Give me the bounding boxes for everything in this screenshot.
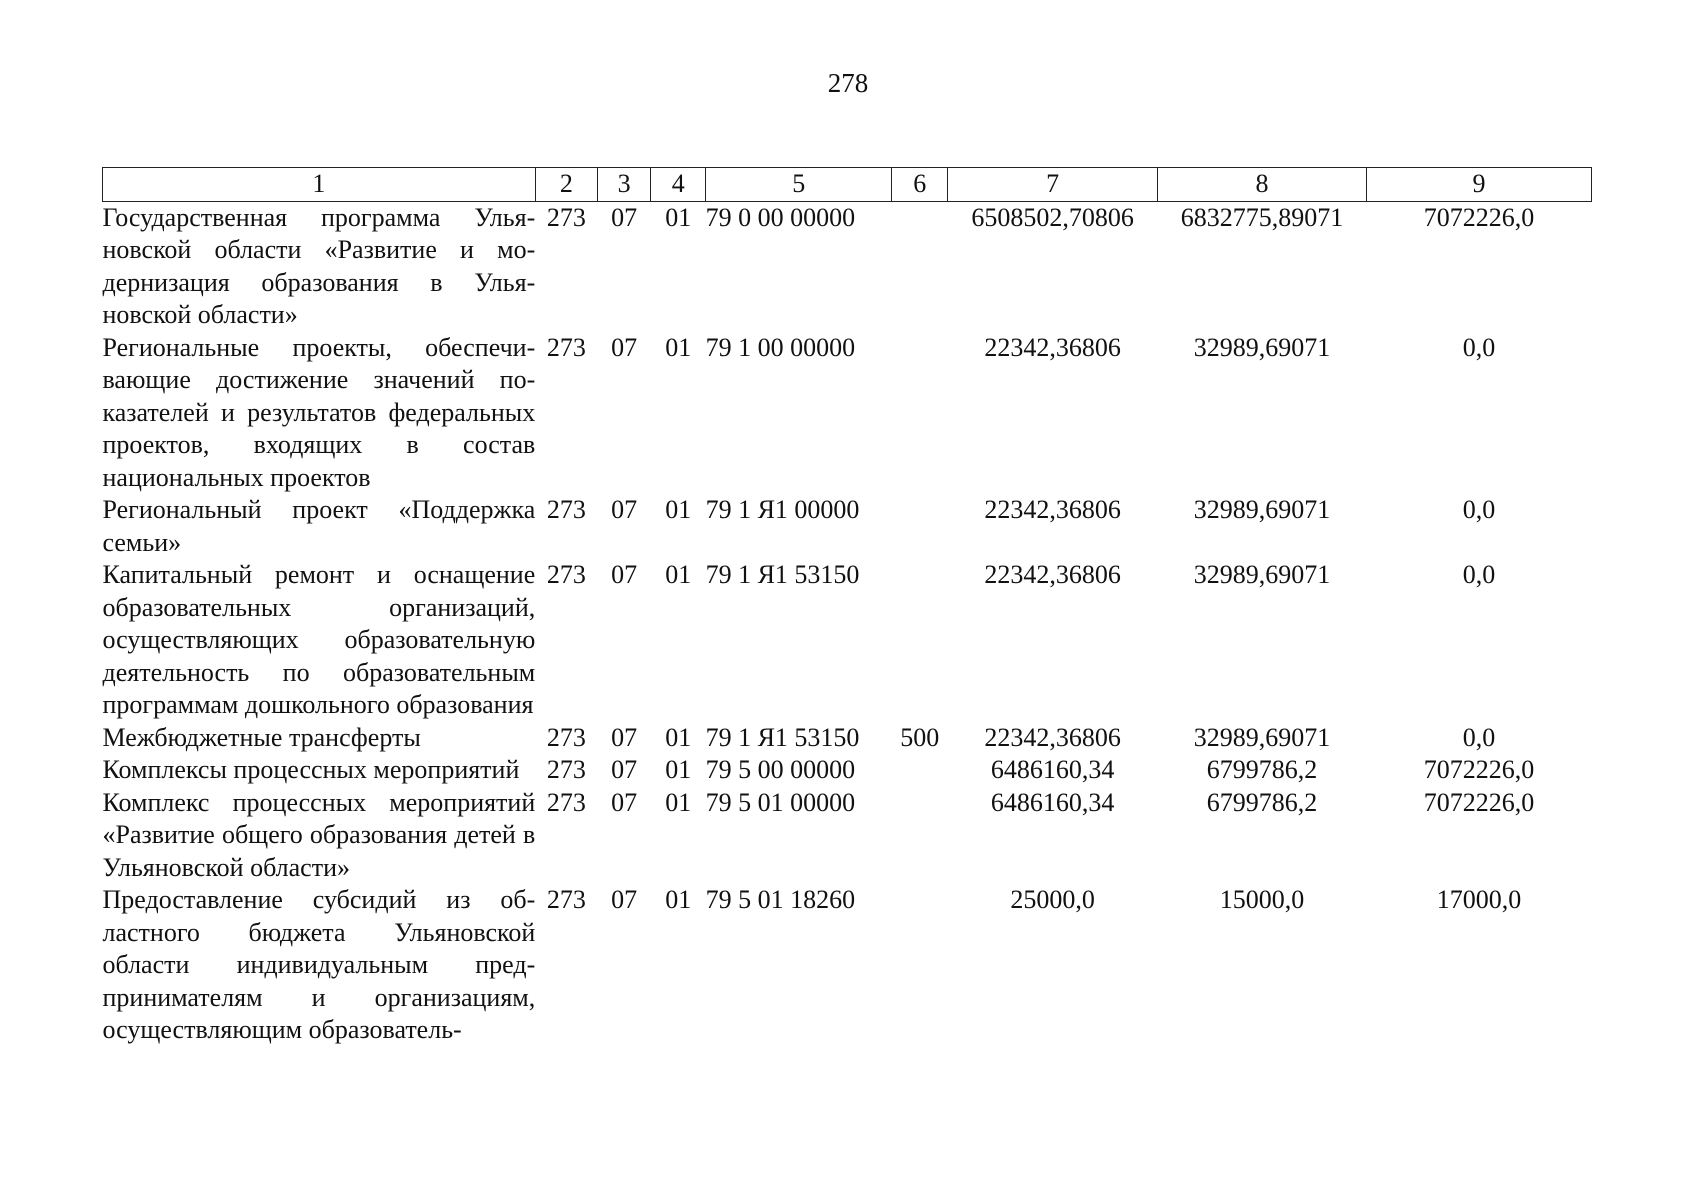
- row-expense-type: [892, 754, 948, 787]
- table-row: [103, 332, 1592, 495]
- column-header: 8: [1158, 168, 1367, 202]
- table-row: [103, 559, 1592, 722]
- budget-table-container: [102, 167, 1592, 1047]
- row-expense-type: [892, 332, 948, 495]
- row-ministry-code: 273: [546, 755, 586, 784]
- row-amount-col8: 6832775,89071: [1180, 202, 1344, 232]
- column-header: 5: [706, 168, 892, 202]
- row-section-code: 07: [611, 560, 638, 589]
- row-ministry-code: 273: [546, 722, 586, 752]
- row-target-article: 79 0 00 00000: [705, 202, 856, 232]
- row-name: Комплексы процессных мероприятий: [102, 755, 520, 784]
- row-target-article: 79 5 01 00000: [705, 787, 856, 817]
- row-amount-col9: 0,0: [1462, 332, 1496, 362]
- row-amount-col8: 32989,69071: [1193, 332, 1331, 362]
- row-amount-col9: 7072226,0: [1423, 755, 1535, 784]
- row-target-article: 79 5 00 00000: [705, 755, 856, 784]
- column-header: 6: [892, 168, 948, 202]
- row-ministry-code: 273: [546, 332, 586, 362]
- row-amount-col9: 7072226,0: [1423, 202, 1535, 232]
- row-name: Комплекс процессных мероприятий «Развитие общего образования детей в Ульяновской области»: [102, 787, 536, 882]
- row-expense-type: [892, 494, 948, 559]
- row-amount-col8: 15000,0: [1219, 885, 1305, 914]
- column-header: 2: [535, 168, 597, 202]
- row-expense-type: 500: [900, 722, 940, 752]
- row-subsection-code: 01: [665, 787, 692, 817]
- row-expense-type: [892, 884, 948, 1047]
- row-amount-col7: 22342,36806: [984, 722, 1121, 752]
- row-name: Капитальный ремонт и оснащение образовательных организаций, осуществляющих образовательную деятельность по образовательным программам дошкольного образования: [102, 560, 536, 719]
- row-expense-type: [892, 787, 948, 885]
- row-amount-col7: 6486160,34: [990, 755, 1115, 784]
- row-name: Государственная программа Ульяновской области «Развитие и модернизация образования в Ульяновской области»: [102, 202, 536, 329]
- row-amount-col8: 32989,69071: [1193, 722, 1331, 752]
- row-amount-col9: 0,0: [1462, 495, 1496, 524]
- row-section-code: 07: [611, 722, 638, 752]
- row-target-article: 79 1 Я1 00000: [705, 495, 860, 524]
- row-section-code: 07: [611, 202, 638, 232]
- row-subsection-code: 01: [665, 755, 692, 784]
- row-name: Межбюджетные трансферты: [102, 722, 421, 752]
- row-ministry-code: 273: [546, 885, 586, 914]
- row-ministry-code: 273: [546, 787, 586, 817]
- row-amount-col7: 22342,36806: [984, 495, 1121, 524]
- column-header: 7: [948, 168, 1158, 202]
- row-target-article: 79 1 Я1 53150: [705, 560, 860, 589]
- table-row: [103, 722, 1592, 755]
- row-ministry-code: 273: [546, 560, 586, 589]
- row-subsection-code: 01: [665, 332, 692, 362]
- row-amount-col7: 6508502,70806: [971, 202, 1134, 232]
- row-subsection-code: 01: [665, 885, 692, 914]
- row-amount-col9: 7072226,0: [1423, 787, 1535, 817]
- column-header: 1: [103, 168, 536, 202]
- row-target-article: 79 5 01 18260: [705, 885, 856, 914]
- row-ministry-code: 273: [546, 495, 586, 524]
- table-row: [103, 494, 1592, 559]
- table-header-row: [103, 168, 1592, 202]
- row-amount-col9: 17000,0: [1436, 885, 1522, 914]
- row-name: Предоставление субсидий из областного бюджета Ульяновской области индивидуальным предпринимателям и организациям, осуществляющим образователь-: [102, 885, 536, 1044]
- table-row: [103, 754, 1592, 787]
- column-header: 9: [1366, 168, 1591, 202]
- row-amount-col7: 25000,0: [1010, 885, 1095, 914]
- row-section-code: 07: [611, 332, 638, 362]
- row-amount-col9: 0,0: [1462, 560, 1496, 589]
- row-target-article: 79 1 Я1 53150: [705, 722, 860, 752]
- row-amount-col8: 32989,69071: [1193, 560, 1331, 589]
- row-amount-col8: 6799786,2: [1206, 755, 1318, 784]
- row-ministry-code: 273: [546, 202, 586, 232]
- row-section-code: 07: [611, 885, 638, 914]
- row-section-code: 07: [611, 787, 638, 817]
- row-amount-col8: 6799786,2: [1206, 787, 1318, 817]
- row-section-code: 07: [611, 495, 638, 524]
- table-row: [103, 201, 1592, 332]
- row-subsection-code: 01: [665, 495, 692, 524]
- column-header: 3: [597, 168, 651, 202]
- row-amount-col7: 22342,36806: [984, 332, 1121, 362]
- page-number: 278: [827, 68, 869, 98]
- row-amount-col7: 6486160,34: [990, 787, 1115, 817]
- column-header: 4: [651, 168, 706, 202]
- budget-table: [102, 167, 1592, 1047]
- row-target-article: 79 1 00 00000: [705, 332, 856, 362]
- row-subsection-code: 01: [665, 722, 692, 752]
- row-amount-col9: 0,0: [1462, 722, 1496, 752]
- row-amount-col8: 32989,69071: [1193, 495, 1331, 524]
- row-expense-type: [892, 201, 948, 332]
- row-amount-col7: 22342,36806: [984, 560, 1121, 589]
- row-name: Региональные проекты, обеспечивающие достижение значений показателей и результатов федеральных проектов, входящих в состав национальных проектов: [102, 332, 536, 492]
- table-row: [103, 787, 1592, 885]
- row-subsection-code: 01: [665, 202, 692, 232]
- row-name: Региональный проект «Поддержка семьи»: [102, 495, 536, 557]
- table-row: [103, 884, 1592, 1047]
- row-subsection-code: 01: [665, 560, 692, 589]
- row-section-code: 07: [611, 755, 638, 784]
- row-expense-type: [892, 559, 948, 722]
